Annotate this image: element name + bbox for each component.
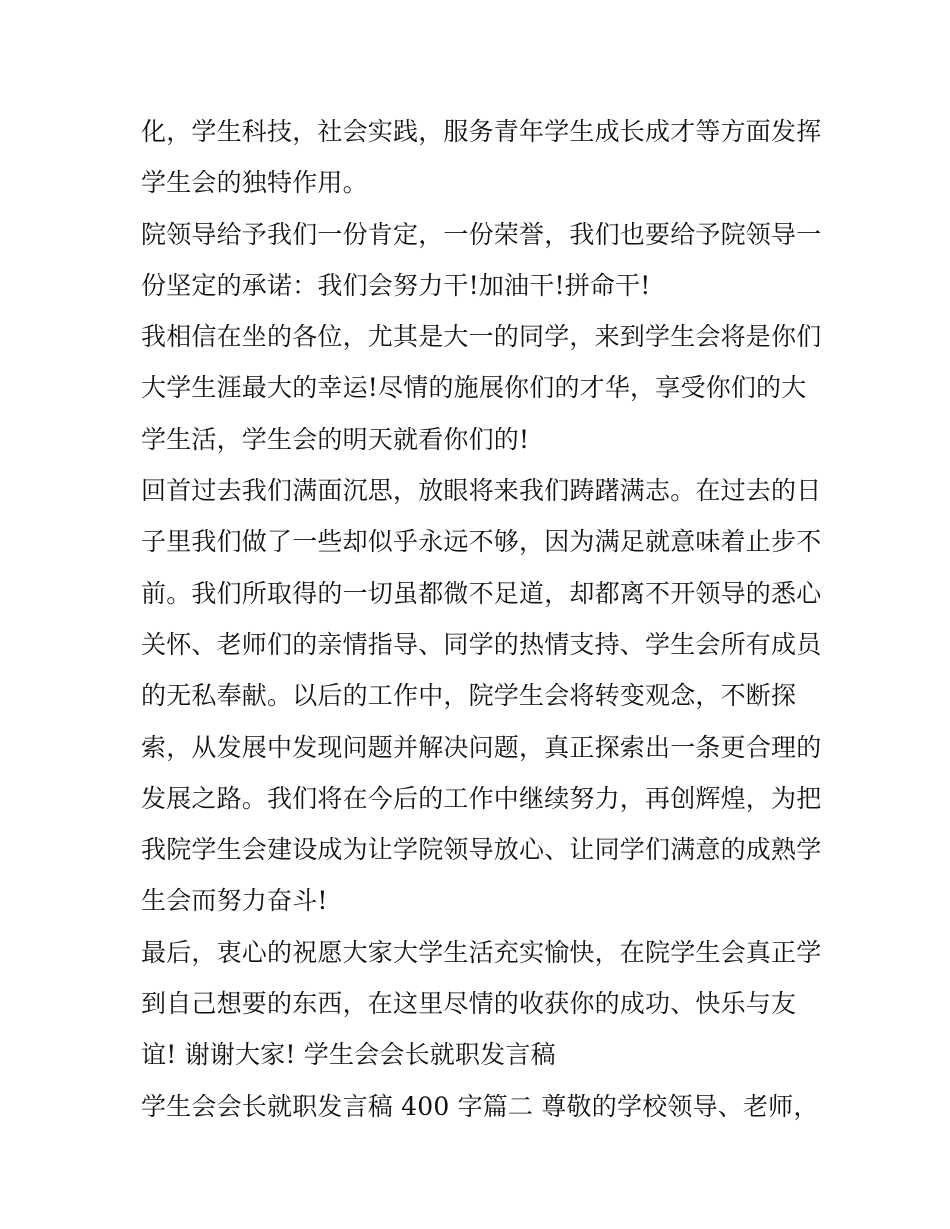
text-line-15: 我院学生会建设成为让学院领导放心、让同学们满意的成熟学: [141, 835, 822, 865]
text-line-12: 的无私奉献。以后的工作中，院学生会将转变观念，不断探: [141, 681, 797, 711]
text-line-2: 学生会的独特作用。: [141, 168, 368, 198]
text-line-16: 生会而努力奋斗!: [141, 886, 328, 916]
text-line-9: 子里我们做了一些却似乎永远不够，因为满足就意味着止步不: [141, 527, 822, 557]
text-line-1: 化，学生科技，社会实践，服务青年学生成长成才等方面发挥: [141, 117, 822, 146]
text-line-5: 我相信在坐的各位，尤其是大一的同学，来到学生会将是你们: [141, 322, 822, 352]
text-line-6: 大学生涯最大的幸运!尽情的施展你们的才华，享受你们的大: [141, 373, 807, 403]
text-line-14: 发展之路。我们将在今后的工作中继续努力，再创辉煌，为把: [141, 783, 822, 813]
text-line-19: 谊! 谢谢大家! 学生会会长就职发言稿: [141, 1040, 556, 1070]
text-line-11: 关怀、老师们的亲情指导、同学的热情支持、学生会所有成员: [141, 629, 822, 659]
text-line-20: 学生会会长就职发言稿 400 字篇二 尊敬的学校领导、老师，: [141, 1091, 819, 1121]
text-line-13: 索，从发展中发现问题并解决问题，真正探索出一条更合理的: [141, 732, 822, 762]
text-line-8: 回首过去我们满面沉思，放眼将来我们踌躇满志。在过去的日: [141, 476, 822, 506]
text-line-3: 院领导给予我们一份肯定，一份荣誉，我们也要给予院领导一: [141, 219, 822, 249]
text-line-7: 学生活，学生会的明天就看你们的!: [141, 424, 530, 454]
text-line-10: 前。我们所取得的一切虽都微不足道，却都离不开领导的悉心: [141, 578, 822, 608]
text-line-17: 最后，衷心的祝愿大家大学生活充实愉快，在院学生会真正学: [141, 937, 822, 967]
text-line-4: 份坚定的承诺：我们会努力干!加油干!拼命干!: [141, 270, 651, 300]
body-text: [141, 106, 822, 1132]
text-line-18: 到自己想要的东西，在这里尽情的收获你的成功、快乐与友: [141, 989, 797, 1019]
